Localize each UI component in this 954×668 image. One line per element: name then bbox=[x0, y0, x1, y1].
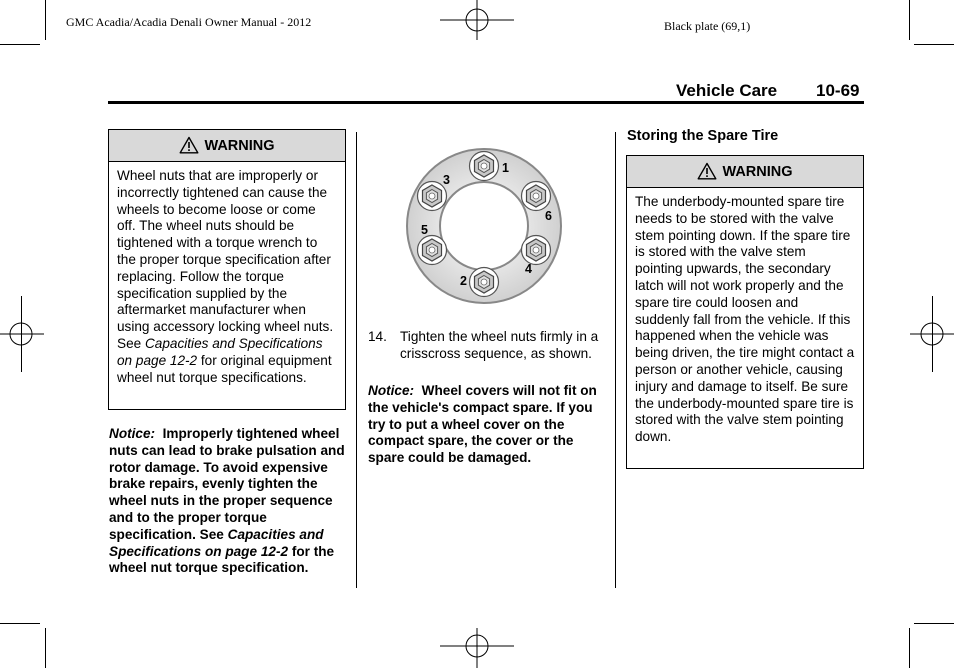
notice-label: Notice: bbox=[368, 383, 415, 398]
registration-mark-right bbox=[910, 312, 954, 356]
page-number: 10-69 bbox=[816, 81, 860, 100]
warning-title: WARNING bbox=[722, 164, 793, 180]
step-14-text: Tighten the wheel nuts firmly in a crisscross sequence, as shown. bbox=[400, 329, 599, 361]
subsection-title: Storing the Spare Tire bbox=[627, 128, 779, 144]
warning-triangle-icon bbox=[179, 136, 199, 154]
column-divider-2 bbox=[615, 132, 616, 588]
notice-label: Notice: bbox=[109, 426, 156, 441]
nut-6 bbox=[522, 182, 551, 211]
nut-label-5: 5 bbox=[421, 223, 428, 237]
warning-box-spare-tire bbox=[626, 155, 864, 469]
nut-label-1: 1 bbox=[502, 161, 509, 175]
warning-header bbox=[109, 130, 345, 162]
nut-label-3: 3 bbox=[443, 173, 450, 187]
warning-header bbox=[627, 156, 863, 188]
notice-text: Wheel covers will not fit on the vehicle's compact spare. If you try to put a wheel cover on the compact spare, the cover or the spare could be damaged. bbox=[368, 383, 597, 466]
plate-number: Black plate (69,1) bbox=[664, 19, 751, 33]
nut-label-2: 2 bbox=[460, 274, 467, 288]
header-rule bbox=[108, 101, 864, 104]
warning-title: WARNING bbox=[204, 138, 275, 154]
notice-text: Improperly tightened wheel nuts can lead to brake pulsation and rotor damage. To avoid expensive brake repairs, evenly tighten the wheel nuts in the proper sequence and to the proper torque specification. See bbox=[109, 426, 345, 542]
warning-body bbox=[109, 162, 345, 392]
wheel-nut-sequence-diagram bbox=[400, 144, 572, 310]
nut-4 bbox=[522, 236, 551, 265]
notice-wheel-covers bbox=[368, 383, 604, 467]
warning-text-end: for original equipment wheel nut torque specifications. bbox=[117, 352, 332, 385]
warning-box-wheel-nuts bbox=[108, 129, 346, 410]
nut-1 bbox=[470, 152, 499, 181]
registration-mark-left bbox=[0, 312, 44, 356]
warning-reference: Capacities and Specifications on page 12-2 bbox=[117, 335, 323, 368]
notice-brake-pulsation bbox=[109, 426, 345, 577]
registration-mark-top bbox=[440, 0, 514, 40]
column-divider-1 bbox=[356, 132, 357, 588]
nut-label-6: 6 bbox=[545, 209, 552, 223]
hub-center-hole bbox=[440, 182, 528, 270]
plate-title: GMC Acadia/Acadia Denali Owner Manual - 2012 bbox=[66, 15, 312, 29]
notice-reference: Capacities and Specifications on page 12-2 bbox=[109, 526, 324, 559]
warning-triangle-icon bbox=[697, 162, 717, 180]
nut-2 bbox=[470, 268, 499, 297]
section-title: Vehicle Care bbox=[676, 81, 778, 100]
notice-text-end: for the wheel nut torque specification. bbox=[109, 543, 335, 576]
nut-5 bbox=[418, 236, 447, 265]
step-number: 14. bbox=[368, 329, 387, 344]
warning-text: Wheel nuts that are improperly or incorrectly tightened can cause the wheels to become loose or come off. The wheel nuts should be tightened with a torque wrench to the proper torque specification after replacing. Follow the torque specification supplied by the aftermarket manufacturer when using accessory locking wheel nuts. See bbox=[117, 168, 334, 351]
registration-mark-bottom bbox=[440, 628, 514, 668]
nut-label-4: 4 bbox=[525, 262, 532, 276]
warning-body: The underbody-mounted spare tire needs to be stored with the valve stem pointing down. If the spare tire is stored with the valve stem pointing upwards, the secondary latch will not work properly and the spare tire could loosen and suddenly fall from the vehicle. If this happened when the vehicle was being driven, the tire might contact a person or another vehicle, causing injury and damage to itself. Be sure the underbody-mounted spare tire is stored with the valve stem pointing down. bbox=[635, 194, 855, 445]
